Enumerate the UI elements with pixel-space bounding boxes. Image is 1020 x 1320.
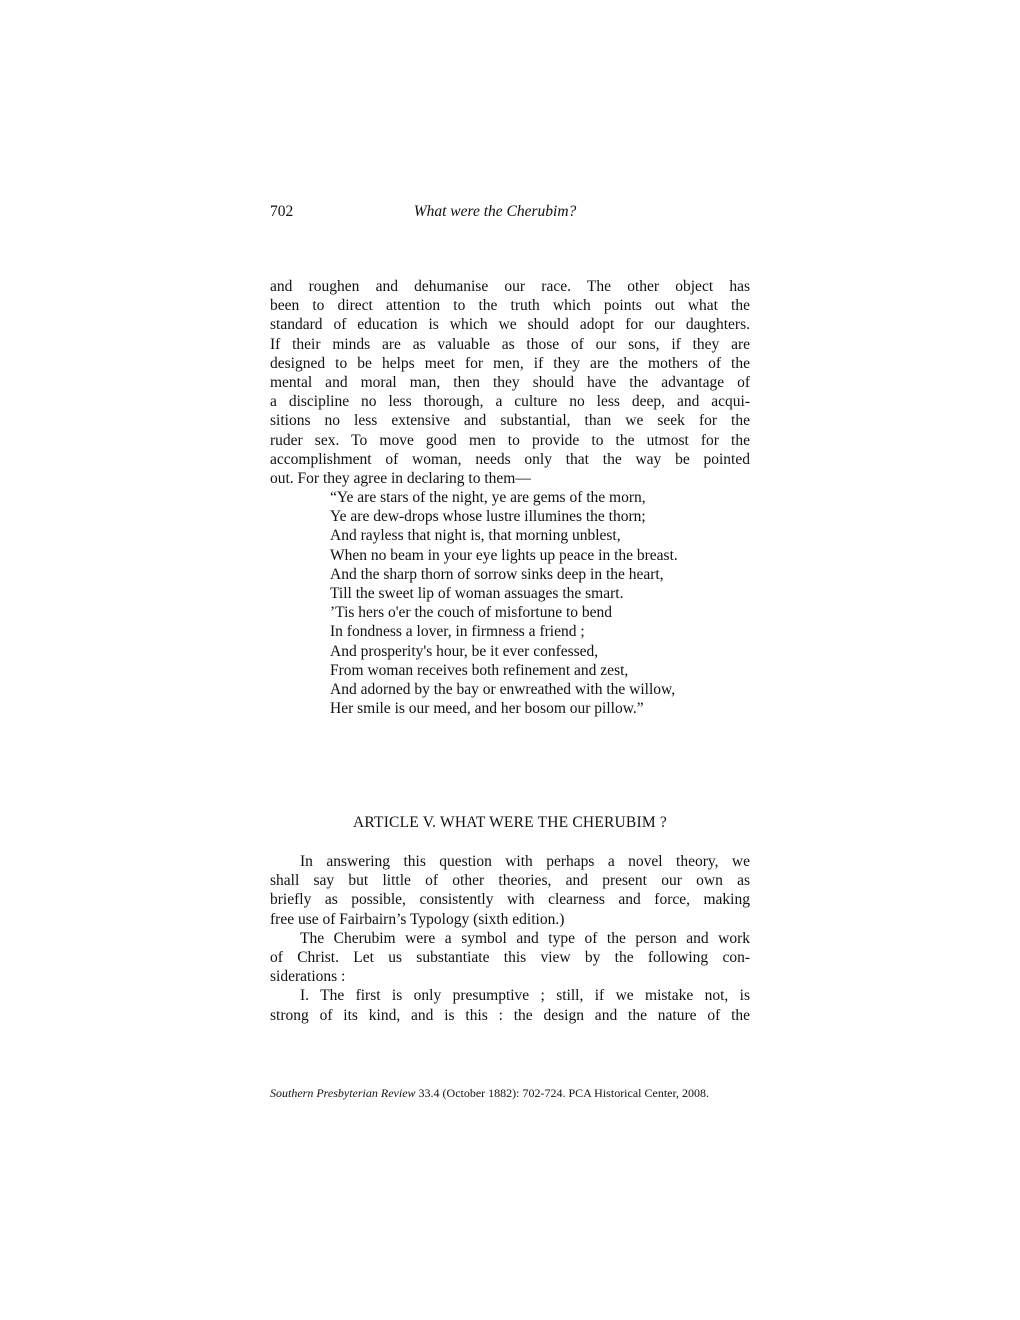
journal-name: Southern Presbyterian Review: [270, 1086, 416, 1100]
verse-line: And rayless that night is, that morning unblest,: [330, 527, 621, 545]
text-line: a discipline no less thorough, a culture no less deep, and acqui-: [270, 393, 750, 411]
text-line: out. For they agree in declaring to them—: [270, 469, 531, 487]
text-line: standard of education is which we should adopt for our daughters.: [270, 316, 750, 334]
verse-line: When no beam in your eye lights up peace in the breast.: [330, 546, 678, 564]
text-line: In answering this question with perhaps a novel theory, we: [300, 853, 750, 870]
article-body: [270, 852, 750, 1025]
page-number: 702: [270, 203, 294, 220]
verse-line: Till the sweet lip of woman assuages the smart.: [330, 584, 624, 602]
verse-line: “Ye are stars of the night, ye are gems of the morn,: [330, 489, 646, 506]
article-heading: ARTICLE V. WHAT WERE THE CHERUBIM ?: [353, 814, 667, 831]
text-line: If their minds are as valuable as those of our sons, if they are: [270, 335, 750, 353]
text-line: shall say but little of other theories, and present our own as: [270, 872, 750, 890]
text-line: ruder sex. To move good men to provide to the utmost for the: [270, 431, 750, 449]
verse-line: Ye are dew-drops whose lustre illumines the thorn;: [330, 508, 646, 526]
page-header: [270, 203, 750, 225]
verse-line: And the sharp thorn of sorrow sinks deep in the heart,: [330, 565, 664, 583]
verse-line: And adorned by the bay or enwreathed with the willow,: [330, 680, 676, 698]
text-line: sitions no less extensive and substantial, than we seek for the: [270, 412, 750, 430]
text-line: and roughen and dehumanise our race. The other object has: [270, 278, 750, 295]
text-line: designed to be helps meet for men, if they are the mothers of the: [270, 354, 750, 372]
text-line: strong of its kind, and is this : the design and the nature of the: [270, 1006, 750, 1024]
document-page: [270, 0, 750, 1320]
text-line: of Christ. Let us substantiate this view by the following con-: [270, 948, 750, 966]
text-line: accomplishment of woman, needs only that the way be pointed: [270, 450, 750, 468]
text-line: I. The first is only presumptive ; still, if we mistake not, is: [300, 987, 750, 1005]
text-line: siderations :: [270, 968, 346, 986]
text-line: been to direct attention to the truth which points out what the: [270, 297, 750, 315]
paragraph-continuation: [270, 277, 750, 488]
verse-line: And prosperity's hour, be it ever confessed,: [330, 642, 599, 660]
text-line: The Cherubim were a symbol and type of the person and work: [300, 929, 750, 947]
verse-line: In fondness a lover, in firmness a friend ;: [330, 623, 585, 641]
citation-details: 33.4 (October 1882): 702-724. PCA Historical Center, 2008.: [415, 1086, 710, 1100]
verse-line: Her smile is our meed, and her bosom our pillow.”: [330, 700, 644, 718]
running-title: What were the Cherubim?: [413, 203, 577, 220]
text-line: mental and moral man, then they should have the advantage of: [270, 373, 750, 391]
text-line: free use of Fairbairn’s Typology (sixth edition.): [270, 910, 565, 928]
verse-line: From woman receives both refinement and zest,: [330, 661, 629, 679]
text-line: briefly as possible, consistently with clearness and force, making: [270, 891, 750, 909]
verse-line: ’Tis hers o'er the couch of misfortune to bend: [330, 604, 613, 622]
page-footer-citation: [270, 1086, 750, 1101]
poem-quotation: [330, 488, 750, 718]
